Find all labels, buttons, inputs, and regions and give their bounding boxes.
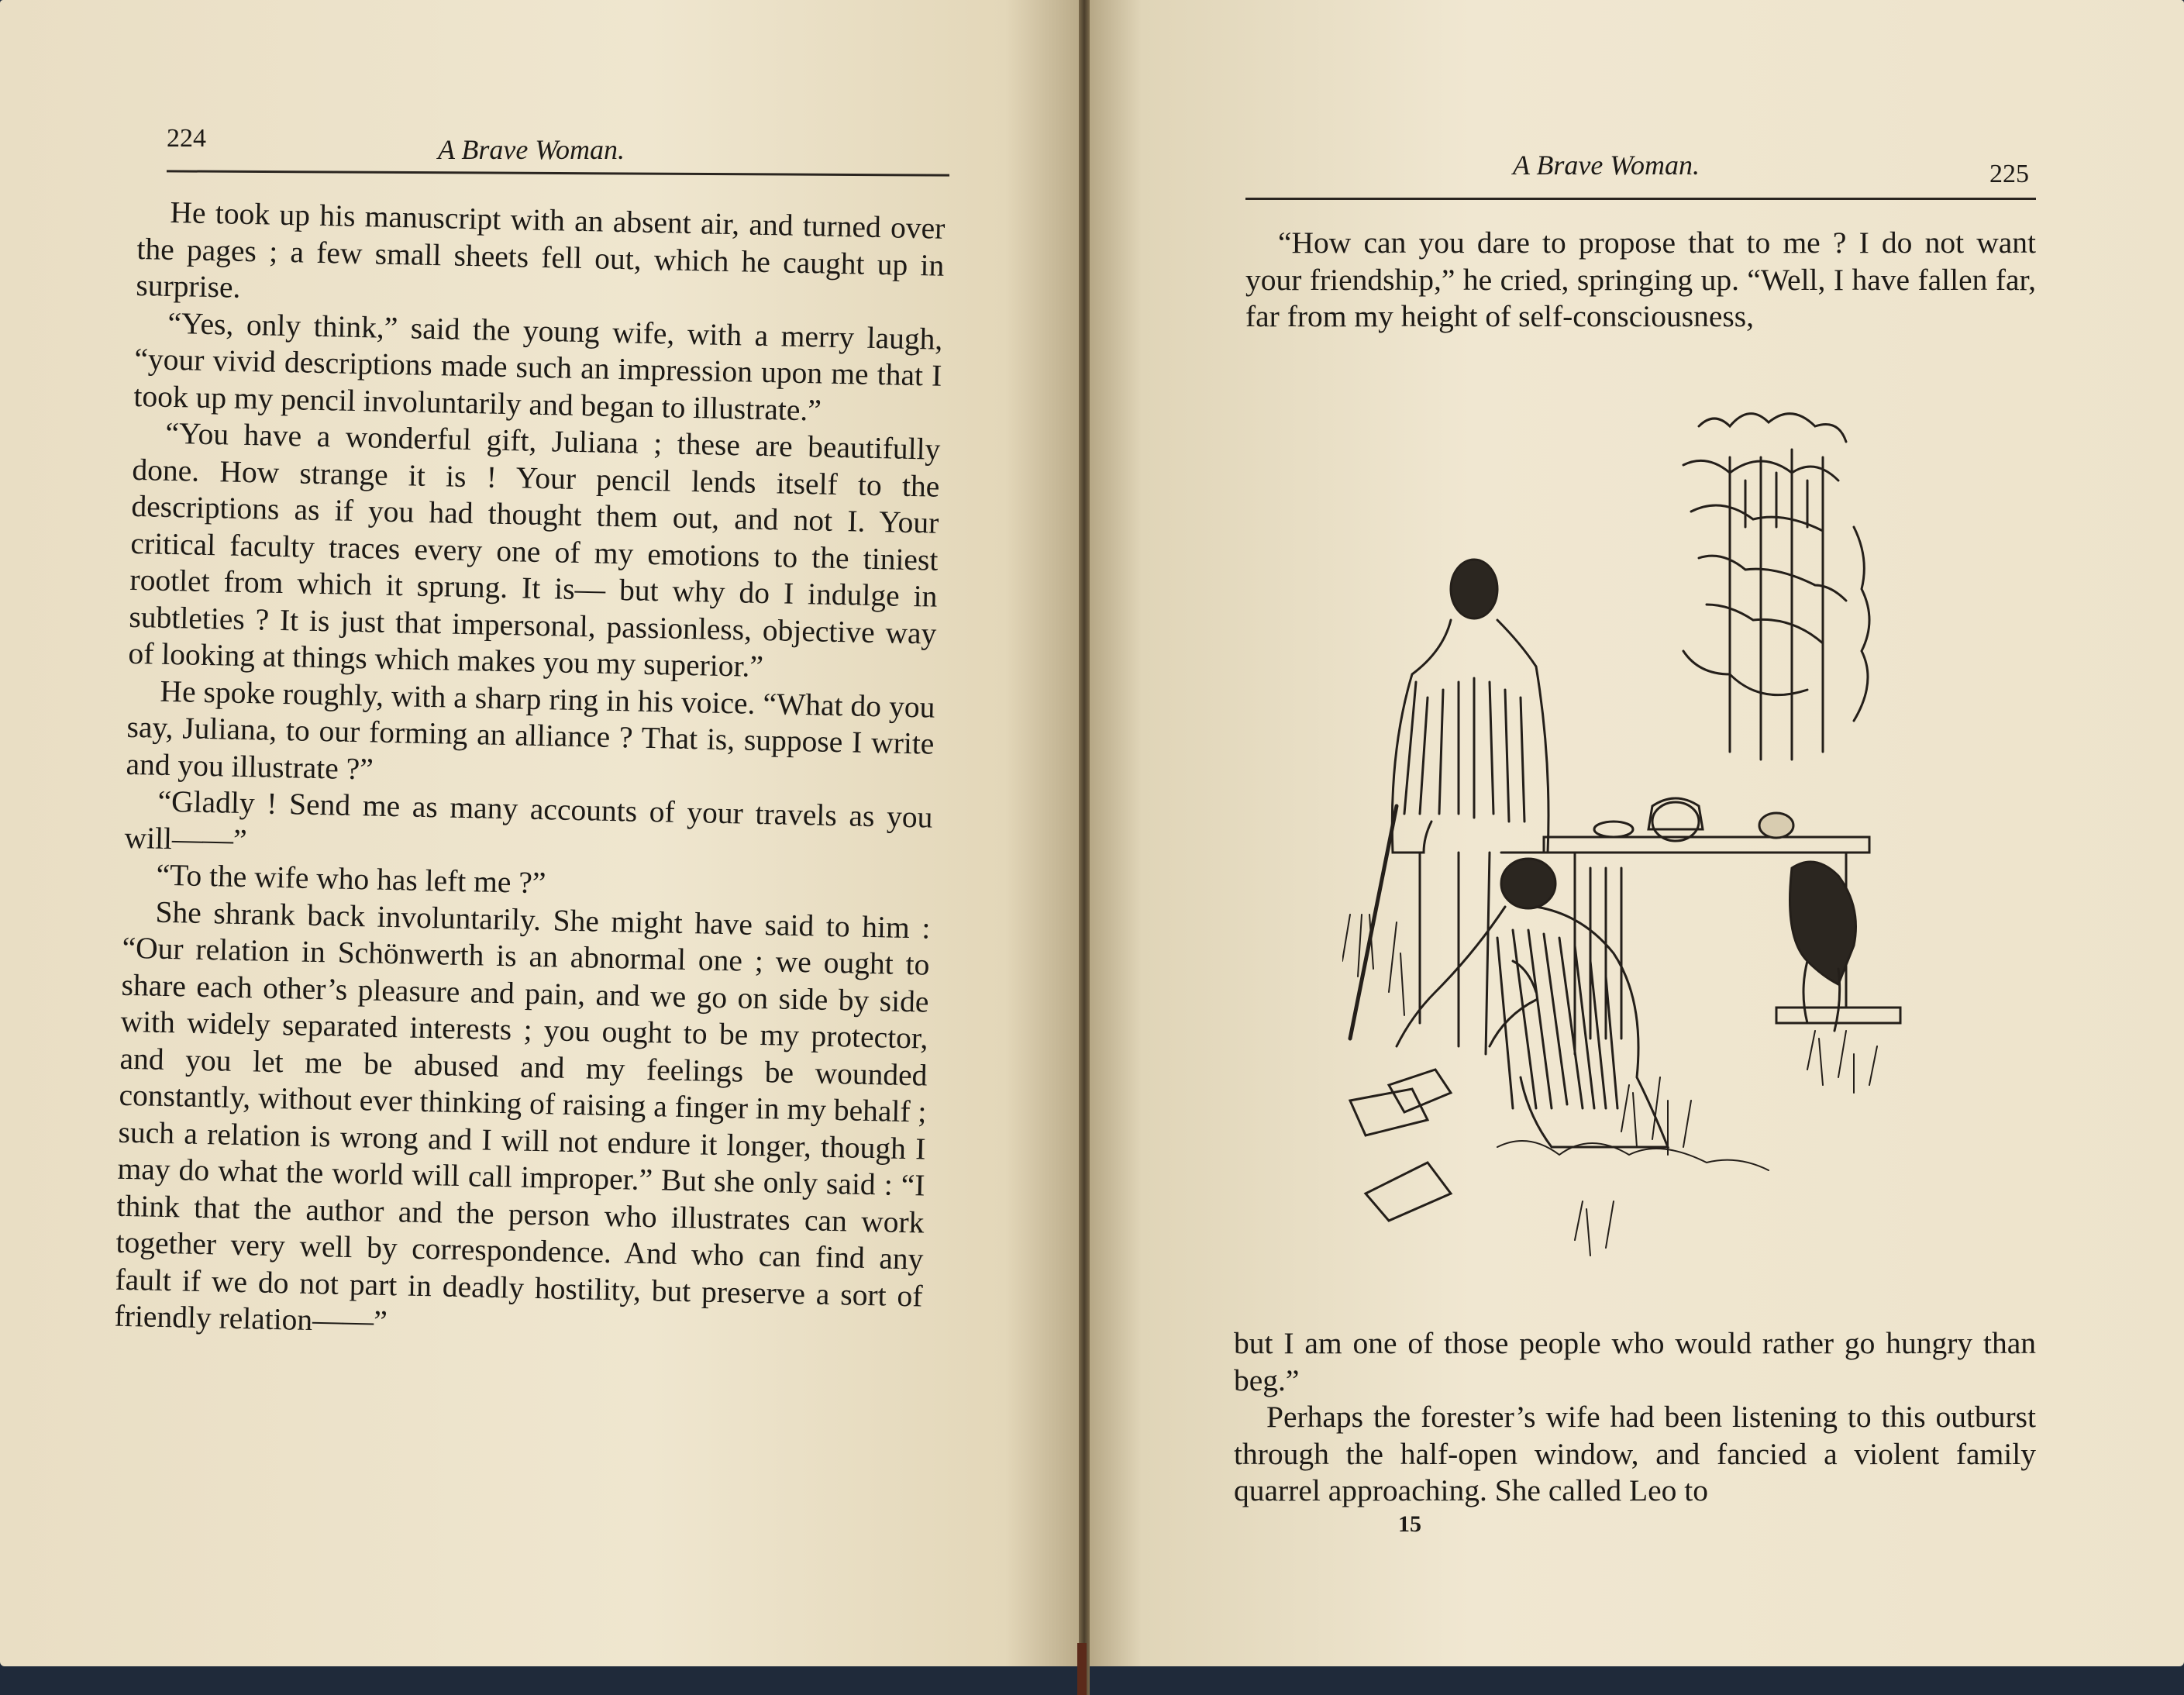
paragraph: “Yes, only think,” said the young wife, with a merry laugh, “your vivid descriptions made such an impression upon me that I took up my pencil involuntarily and began to illustrate.”: [133, 305, 943, 428]
signature-mark: 15: [1398, 1511, 1421, 1537]
running-head-left: A Brave Woman.: [438, 134, 625, 165]
paragraph: “To the wife who has left me ?”: [156, 857, 546, 901]
paragraph: “You have a wonderful gift, Juliana ; these are beautifully done. How strange it is ! Your pencil lends itself to the descriptions as if you had thought them out, and not I. Your critical faculty traces every one of my emotions to the tiniest rootlet from which it sprung. It is— but why do I indulge in subtleties ? It is just that impersonal, passionless, objective way of looking at things which makes you my superior.”: [128, 415, 941, 684]
paragraph: He spoke roughly, with a sharp ring in his voice. “What do you say, Juliana, to our forming an alliance ? That is, suppose I write and you illustrate ?”: [126, 674, 935, 787]
ribbon-bookmark: [1077, 1643, 1087, 1695]
left-page: [0, 0, 1081, 1666]
right-bottom-text: [1234, 1325, 2036, 1510]
right-top-text: [1245, 225, 2036, 336]
paragraph: Perhaps the forester’s wife had been listening to this outburst through the half-open window, and fancied a violent family quarrel approaching. She called Leo to: [1234, 1400, 2036, 1507]
paragraph: but I am one of those people who would rather go hungry than beg.”: [1234, 1326, 2036, 1397]
running-head-right: A Brave Woman.: [1513, 150, 1700, 181]
illustration-engraving: [1342, 372, 1931, 1294]
book-gutter: [1079, 0, 1090, 1695]
header-rule-left: [167, 170, 949, 176]
right-page: [1087, 0, 2184, 1666]
paragraph: He took up his manuscript with an absent air, and turned over the pages ; a few small sheets fell out, which he caught up in surprise.: [136, 195, 946, 305]
paragraph: “Gladly ! Send me as many accounts of your travels as you will——”: [124, 784, 933, 857]
paragraph: She shrank back involuntarily. She might have said to him : “Our relation in Schönwerth is an abnormal one ; we ought to share each other’s pleasure and pain, and we go on side by side with widely separated interests ; you ought to be my protector, and you let me be abused and my feelings be wounded constantly, without ever thinking of raising a finger in my behalf ; such a relation is wrong and I will not endure it longer, though I may do what the world will call improper.” But she only said : “I think that the author and the person who illustrates can work together very well by correspondence. And who can find any fault if we do not part in deadly hostility, but preserve a sort of friendly relation——”: [114, 894, 931, 1339]
paragraph: “How can you dare to propose that to me ? I do not want your friendship,” he cried, springing up. “Well, I have fallen far, far from my height of self-consciousness,: [1245, 226, 2036, 333]
page-number-right: 225: [1989, 160, 2029, 188]
page-number-left: 224: [167, 124, 206, 153]
header-rule-right: [1245, 198, 2036, 200]
left-page-text: [114, 194, 946, 1352]
